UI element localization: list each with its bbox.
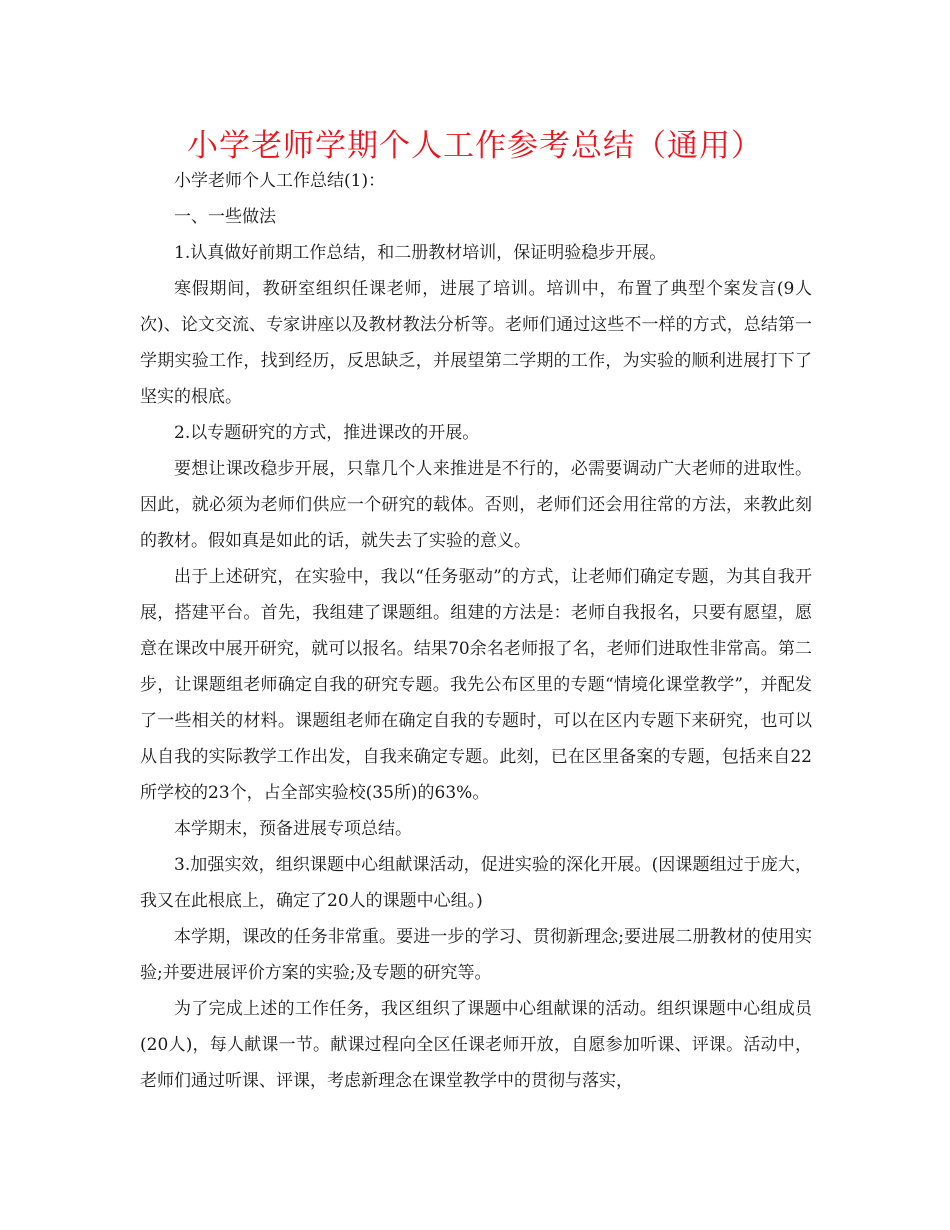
paragraph: 本学期，课改的任务非常重。要进一步的学习、贯彻新理念;要进展二册教材的使用实验;并要进展评价方案的实验;及专题的研究等。 xyxy=(140,927,812,983)
document-body xyxy=(140,163,812,1099)
paragraph: 一、一些做法 xyxy=(174,207,276,227)
paragraph: 本学期末，预备进展专项总结。 xyxy=(174,819,412,839)
paragraph: 2.以专题研究的方式，推进课改的开展。 xyxy=(174,423,480,443)
document-title: 小学老师学期个人工作参考总结（通用） xyxy=(187,128,763,164)
paragraph: 出于上述研究，在实验中，我以“任务驱动”的方式，让老师们确定专题，为其自我开展，搭建平台。首先，我组建了课题组。组建的方法是：老师自我报名，只要有愿望，愿意在课改中展开研究，就可以报名。结果70余名老师报了名，老师们进取性非常高。第二步，让课题组老师确定自我的研究专题。我先公布区里的专题“情境化课堂教学”，并配发了一些相关的材料。课题组老师在确定自我的专题时，可以在区内专题下来研究，也可以从自我的实际教学工作出发，自我来确定专题。此刻，已在区里备案的专题，包括来自22所学校的23个，占全部实验校(35所)的63%。 xyxy=(140,567,812,803)
paragraph: 小学老师个人工作总结(1)： xyxy=(174,171,386,191)
paragraph: 为了完成上述的工作任务，我区组织了课题中心组献课的活动。组织课题中心组成员(20人)，每人献课一节。献课过程向全区任课老师开放，自愿参加听课、评课。活动中，老师们通过听课、评课，考虑新理念在课堂教学中的贯彻与落实， xyxy=(140,999,812,1091)
paragraph: 3.加强实效，组织课题中心组献课活动，促进实验的深化开展。(因课题组过于庞大，我又在此根底上，确定了20人的课题中心组。) xyxy=(140,855,812,911)
paragraph: 要想让课改稳步开展，只靠几个人来推进是不行的，必需要调动广大老师的进取性。因此，就必须为老师们供应一个研究的载体。否则，老师们还会用往常的方法，来教此刻的教材。假如真是如此的话，就失去了实验的意义。 xyxy=(140,459,812,551)
paragraph: 寒假期间，教研室组织任课老师，进展了培训。培训中，布置了典型个案发言(9人次)、论文交流、专家讲座以及教材教法分析等。老师们通过这些不一样的方式，总结第一学期实验工作，找到经历，反思缺乏，并展望第二学期的工作，为实验的顺利进展打下了坚实的根底。 xyxy=(140,279,812,407)
paragraph: 1.认真做好前期工作总结，和二册教材培训，保证明验稳步开展。 xyxy=(174,243,667,263)
